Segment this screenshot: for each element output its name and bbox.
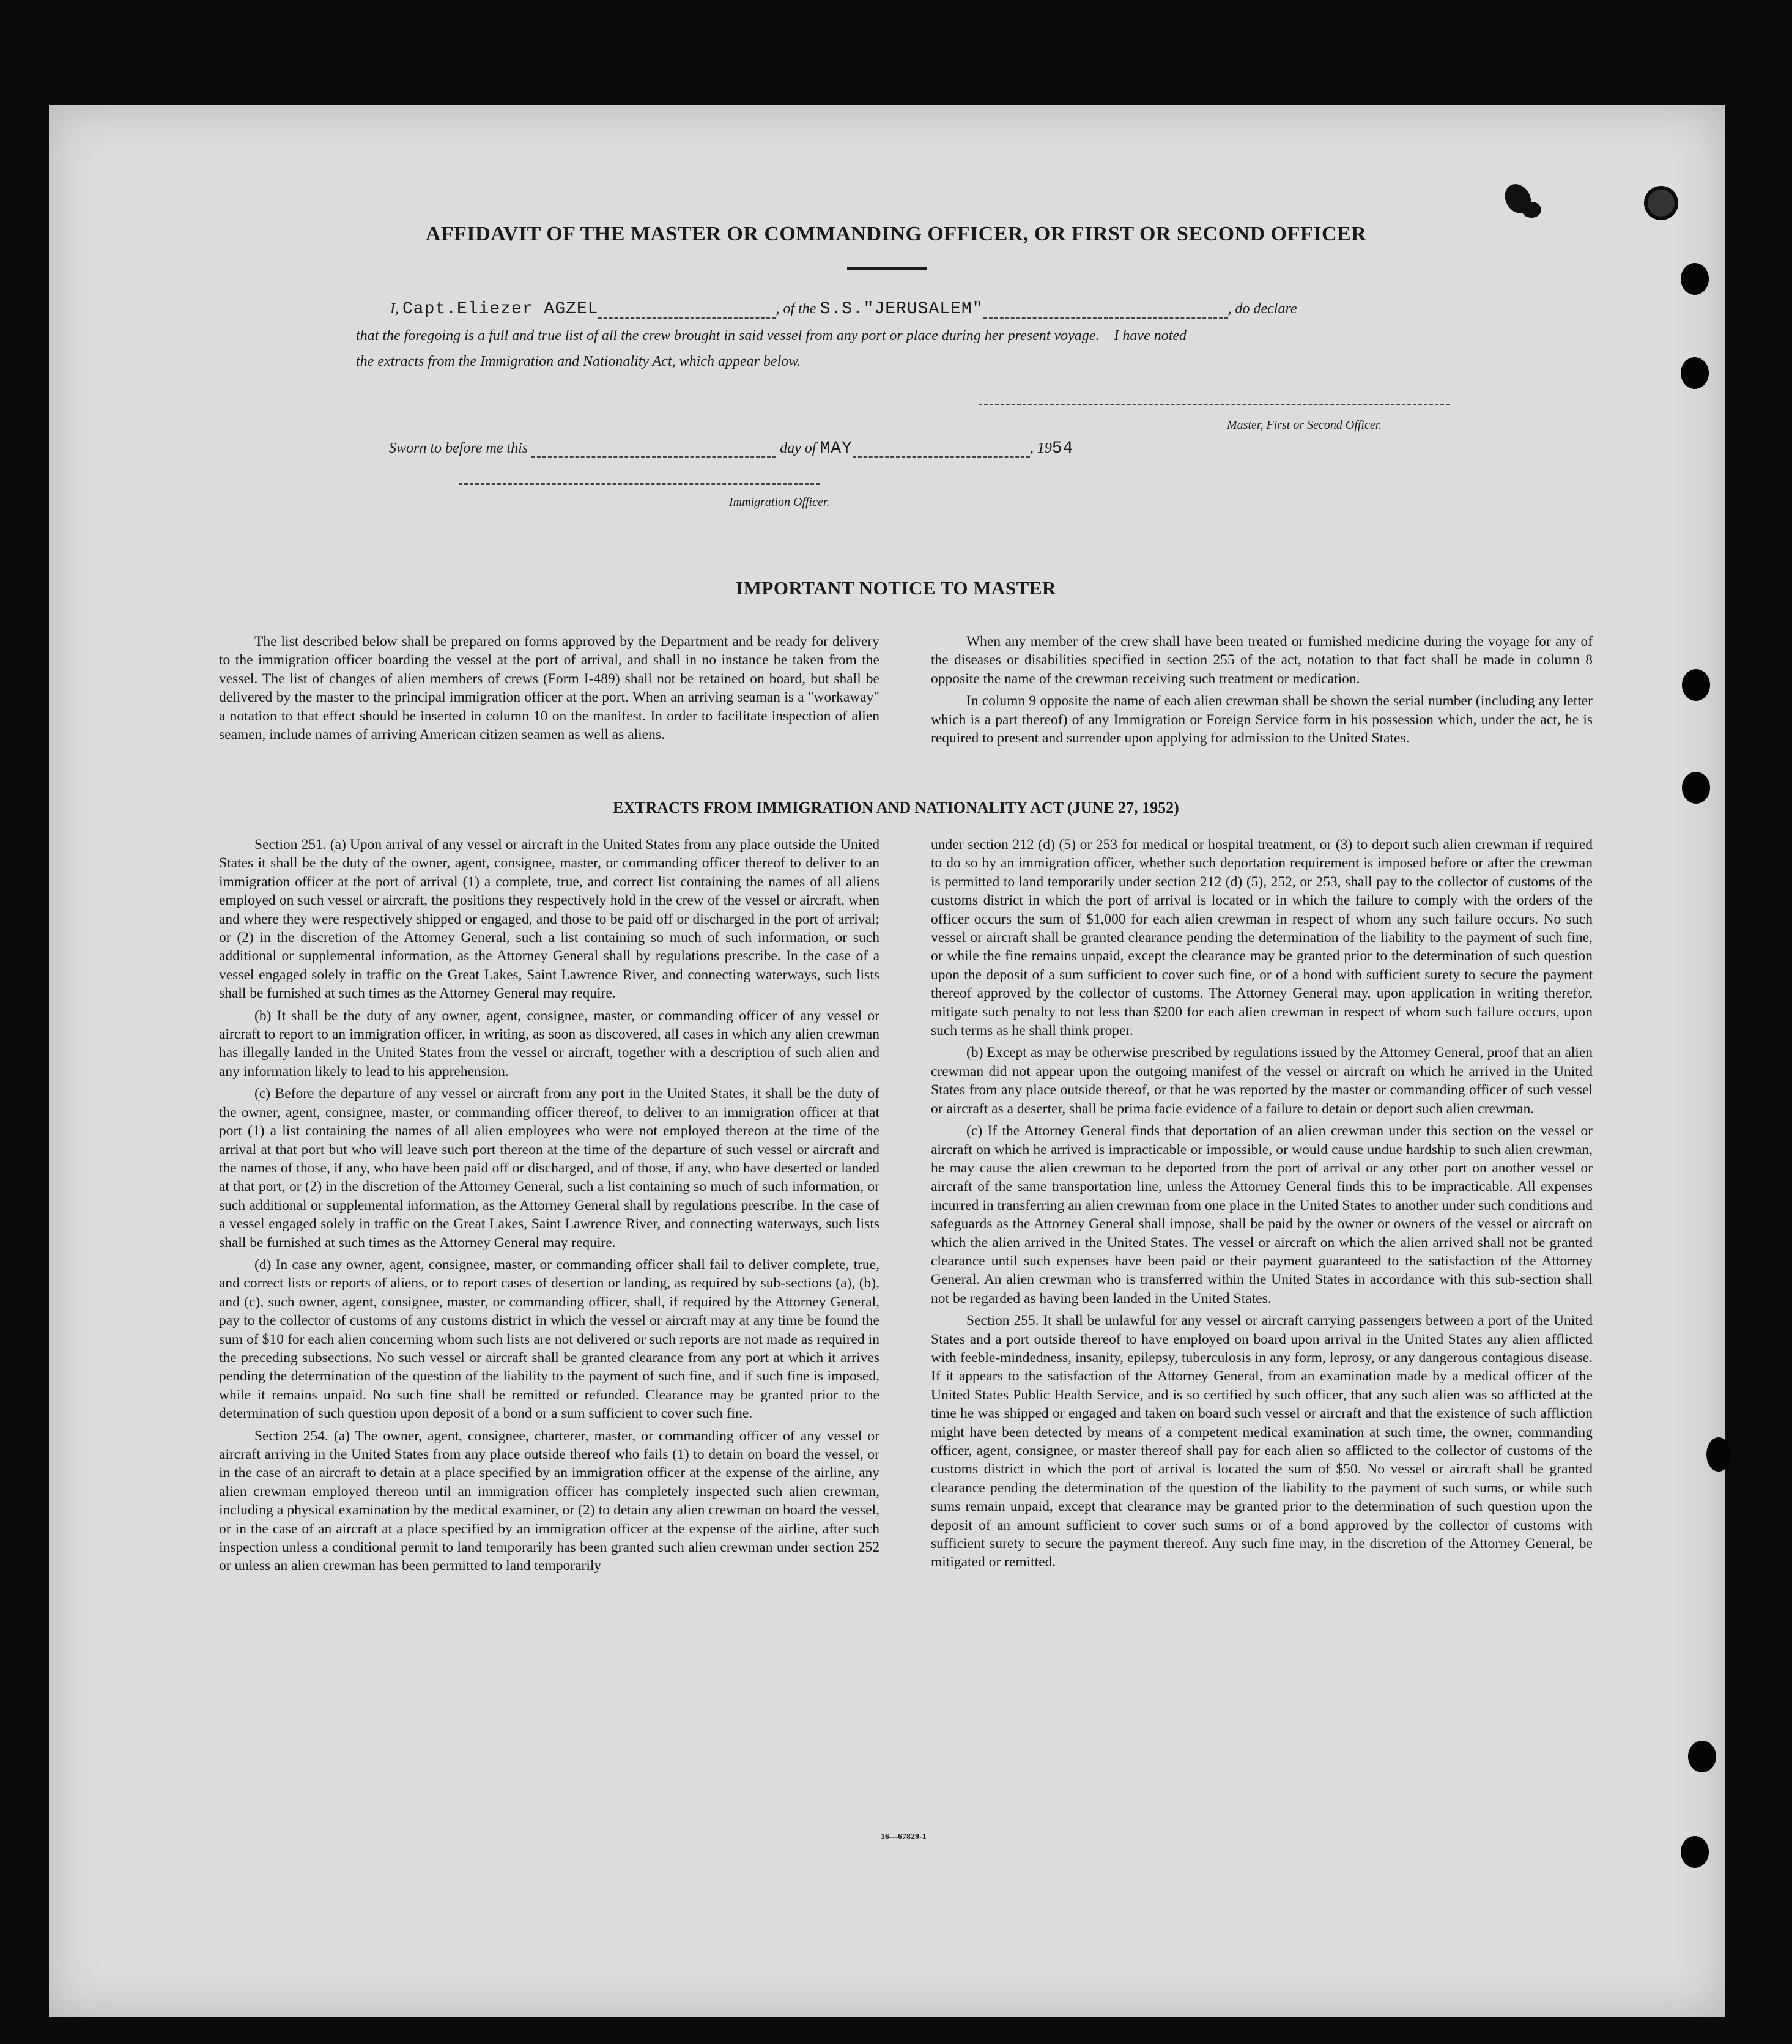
line1-prefix: I, (390, 301, 399, 317)
sworn-prefix: Sworn to before me this (389, 440, 528, 456)
punch-hole (1644, 186, 1678, 220)
day-of-label: day of (780, 440, 816, 456)
sworn-month: MAY (820, 439, 853, 458)
sworn-line (389, 439, 1245, 458)
notice-right-paragraph-2: In column 9 opposite the name of each alien crewman shall be shown the serial number (including any letter which is a part thereof) of any Immigration or Foreign Service form in his possession which, under the act, he is required to present and surrender upon applying for admission to the United States. (931, 693, 1593, 747)
extract-section-254-a: Section 254. (a) The owner, agent, consignee, charterer, master, or commanding officer of any vessel or aircraft arriving in the United States from any place outside thereof who fails (1) to detain on board the vessel, or in the case of an aircraft to detain at a place specified by an immigration officer at the expense of the airline, any alien crewman employed thereon until an immigration officer has completely inspected such alien crewman, including a physical examination by the medical examiner, or (2) to detain any alien crewman on board the vessel, or in the case of an aircraft at a place specified by an immigration officer at the expense of the airline, after such inspection unless a conditional permit to land temporarily has been granted such alien crewman under section 252 or unless an alien crewman has been permitted to land temporarily (219, 1427, 879, 1574)
extract-section-254-a-cont: under section 212 (d) (5) or 253 for medical or hospital treatment, or (3) to deport such alien crewman if required to do so by an immigration officer, whether such deportation requirement is imposed before or after the crewman is permitted to land temporarily under section 212 (d) (5), 252, or 253, shall pay to the collector of customs of the customs district in which the port of arrival is located or in which the failure to comply with the orders of the officer occurs the sum of $1,000 for each alien crewman in respect of whom any such failure occurs. No such vessel or aircraft shall be granted clearance pending the determination of the liability to the payment of such fine, or while the fine remains unpaid, except the clearance may be granted prior to the determination of such question upon the deposit of a sum sufficient to cover such fine, or of a bond with sufficient surety to secure the payment thereof approved by the collector of customs. The Attorney General may, upon application in writing therefor, mitigate such penalty to not less than $200 for each alien crewman in respect of whom such failure occurs, upon such terms as he shall think proper. (931, 837, 1593, 1039)
declaration-line-2: that the foregoing is a full and true list of all the crew brought in said vessel from any port or place during her present voyage. I have noted (356, 328, 1187, 344)
extract-section-251-b: (b) It shall be the duty of any owner, agent, consignee, master, or commanding officer of any vessel or aircraft to report to an immigration officer, in writing, as soon as discovered, all cases in which any alien crewman has illegally landed in the United States from the vessel or aircraft, together with a description of such alien and any information likely to lead to his apprehension. (219, 1007, 879, 1079)
day-blank-line (531, 444, 776, 458)
ink-blot (1522, 202, 1541, 218)
sworn-year: 54 (1051, 439, 1074, 458)
punch-hole (1688, 1741, 1716, 1772)
extracts-right-column (931, 835, 1593, 1576)
extract-section-251-a: Section 251. (a) Upon arrival of any vessel or aircraft in the United States from any place outside the United States it shall be the duty of the owner, agent, consignee, master, or commanding officer thereof to deliver to an immigration officer at the port of arrival (1) a complete, true, and correct list containing the names of all aliens employed on such vessel or aircraft, the positions they respectively hold in the crew of the vessel or aircraft, when and where they were respectively shipped or engaged, and those to be paid off or discharged in the port of arrival; or (2) in the discretion of the Attorney General, such a list containing so much of such information, or such additional or supplemental information, as the Attorney General shall by regulations prescribe. In the case of a vessel engaged solely in traffic on the Great Lakes, Saint Lawrence River, and connecting waterways, such lists shall be furnished at such times as the Attorney General may require. (219, 837, 879, 1002)
extract-section-251-c: (c) Before the departure of any vessel or aircraft from any port in the United States, it shall be the duty of the owner, agent, consignee, master, or commanding officer thereof, to deliver to an immigration officer at that port (1) a list containing the names of all alien employees who were not employed thereon at the time of the arrival at that port but who will leave such port thereon at the time of the departure of such vessel or aircraft and the names of those, if any, who have been paid off or discharged, and of those, if any, who have deserted or landed at that port, or (2) in the discretion of the Attorney General, such a list containing so much of such information, or such additional or supplemental information, as the Attorney General shall by regulations prescribe. In the case of a vessel engaged solely in traffic on the Great Lakes, Saint Lawrence River, and connecting waterways, such lists shall be furnished at such times as the Attorney General may require. (219, 1086, 879, 1251)
punch-hole (1681, 263, 1709, 295)
declaration-line-3: the extracts from the Immigration and Nationality Act, which appear below. (356, 354, 801, 369)
month-blank-line (853, 444, 1030, 458)
notice-right-paragraph-1: When any member of the crew shall have been treated or furnished medicine during the voyage for any of the diseases or disabilities specified in section 255 of the act, notation to that fact shall be made in column 8 opposite the name of the crewman receiving such treatment or medication. (931, 634, 1593, 687)
master-signature-label: Master, First or Second Officer. (1227, 418, 1382, 432)
line1-suffix: , do declare (1227, 301, 1297, 317)
notice-title: IMPORTANT NOTICE TO MASTER (736, 577, 1056, 599)
name-blank-line (598, 305, 776, 319)
affidavit-title: AFFIDAVIT OF THE MASTER OR COMMANDING OFFICER, OR FIRST OR SECOND OFFICER (425, 223, 1367, 245)
extracts-left-column (219, 835, 879, 1579)
notice-left-paragraph: The list described below shall be prepared on forms approved by the Department and be ready for delivery to the immigration officer boarding the vessel at the port of arrival, and shall in no instance be taken from the vessel. The list of changes of alien members of crews (Form I-489) shall not be retained on board, but shall be delivered by the master to the principal immigration officer at the port. When an arriving seaman is a "workaway" a notation to that effect should be inserted in column 10 on the manifest. In order to facilitate inspection of alien seamen, include names of arriving American citizen seamen as well as aliens. (219, 634, 879, 743)
master-name: Capt.Eliezer AGZEL (402, 300, 599, 319)
extract-section-255: Section 255. It shall be unlawful for any vessel or aircraft carrying passengers between a port of the United States and a port outside thereof to have employed on board upon arrival in the United States any alien afflicted with feeble-mindedness, insanity, epilepsy, tuberculosis in any form, leprosy, or any dangerous contagious disease. If it appears to the satisfaction of the Attorney General, from an examination made by a medical officer of the United States Public Health Service, and is so certified by such officer, that any such alien was so afflicted at the time he was shipped or engaged and taken on board such vessel or aircraft and that the existence of such affliction might have been detected by means of a competent medical examination at such time, the owner, commanding officer, agent, consignee, or master thereof shall pay for each alien so afflicted to the collector of customs of the customs district in which the port of arrival is located the sum of $50. No vessel or aircraft shall be granted clearance pending the determination of the question of the liability to the payment of such sums, or while such sums remain unpaid, except that clearance may be granted prior to the determination of such question upon the deposit of an amount sufficient to cover such sums or of a bond approved by the collector of customs with sufficient surety to secure the payment thereof. Any such fine may, in the discretion of the Attorney General, be mitigated or remitted. (931, 1313, 1593, 1571)
line1-mid: , of the (776, 301, 816, 317)
immigration-officer-label: Immigration Officer. (729, 495, 830, 509)
vessel-blank-line (983, 305, 1228, 319)
vessel-name: S.S."JERUSALEM" (820, 300, 983, 319)
master-signature-line (979, 404, 1450, 405)
notice-left-column (219, 632, 879, 747)
punch-hole (1681, 1836, 1709, 1868)
extract-section-254-c: (c) If the Attorney General finds that deportation of an alien crewman under this section on the vessel or aircraft on which he arrived is impracticable or impossible, or would cause undue hardship to such alien crewman, he may cause the alien crewman to be deported from the port of arrival or any other port on another vessel or aircraft of the same transportation line, unless the Attorney General finds this to be impracticable. All expenses incurred in transferring an alien crewman from one place in the United States to another under such conditions and safeguards as the Attorney General shall impose, shall be paid by the owner or owners of the vessel or aircraft on which the alien arrived in the United States. The vessel or aircraft on which the alien arrived shall not be granted clearance until such expenses have been paid or their payment guaranteed to the satisfaction of the Attorney General. An alien crewman who is transferred within the United States in accordance with this sub-section shall not be regarded as having been landed in the United States. (931, 1123, 1593, 1306)
year-prefix: , 19 (1029, 440, 1052, 456)
extract-section-251-d: (d) In case any owner, agent, consignee, master, or commanding officer shall fail to deliver complete, true, and correct lists or reports of aliens, or to report cases of desertion or landing, as required by sub-sections (a), (b), and (c), such owner, agent, consignee, master, or commanding officer, shall, if required by the Attorney General, pay to the collector of customs of any customs district in which the vessel or aircraft may at any time be found the sum of $10 for each alien concerning whom such lists are not delivered or such reports are not made as required in the preceding subsections. No such vessel or aircraft shall be granted clearance from any port at which it arrives pending the determination of the question of the liability to the payment of such fine, and if such fine is imposed, while it remains unpaid. No such fine shall be remitted or refunded. Clearance may be granted prior to the determination of such question upon deposit of a bond or a sum sufficient to cover such fine. (219, 1256, 879, 1422)
form-number: 16—67829-1 (881, 1832, 927, 1842)
punch-hole (1682, 669, 1710, 701)
declaration-line-1 (390, 300, 1454, 319)
punch-hole (1681, 357, 1709, 389)
notice-right-column (931, 632, 1593, 751)
title-underline (847, 267, 927, 270)
extract-section-254-b: (b) Except as may be otherwise prescribed by regulations issued by the Attorney General, proof that an alien crewman did not appear upon the outgoing manifest of the vessel or aircraft on which he arrived in the United States from any place outside thereof, or that he was reported by the master or commanding officer of such vessel or aircraft as a deserter, shall be prima facie evidence of a failure to detain or deport such alien crewman. (931, 1045, 1593, 1117)
extracts-title: EXTRACTS FROM IMMIGRATION AND NATIONALITY ACT (JUNE 27, 1952) (613, 799, 1179, 816)
immigration-officer-signature-line (459, 483, 820, 485)
punch-hole (1706, 1437, 1731, 1472)
